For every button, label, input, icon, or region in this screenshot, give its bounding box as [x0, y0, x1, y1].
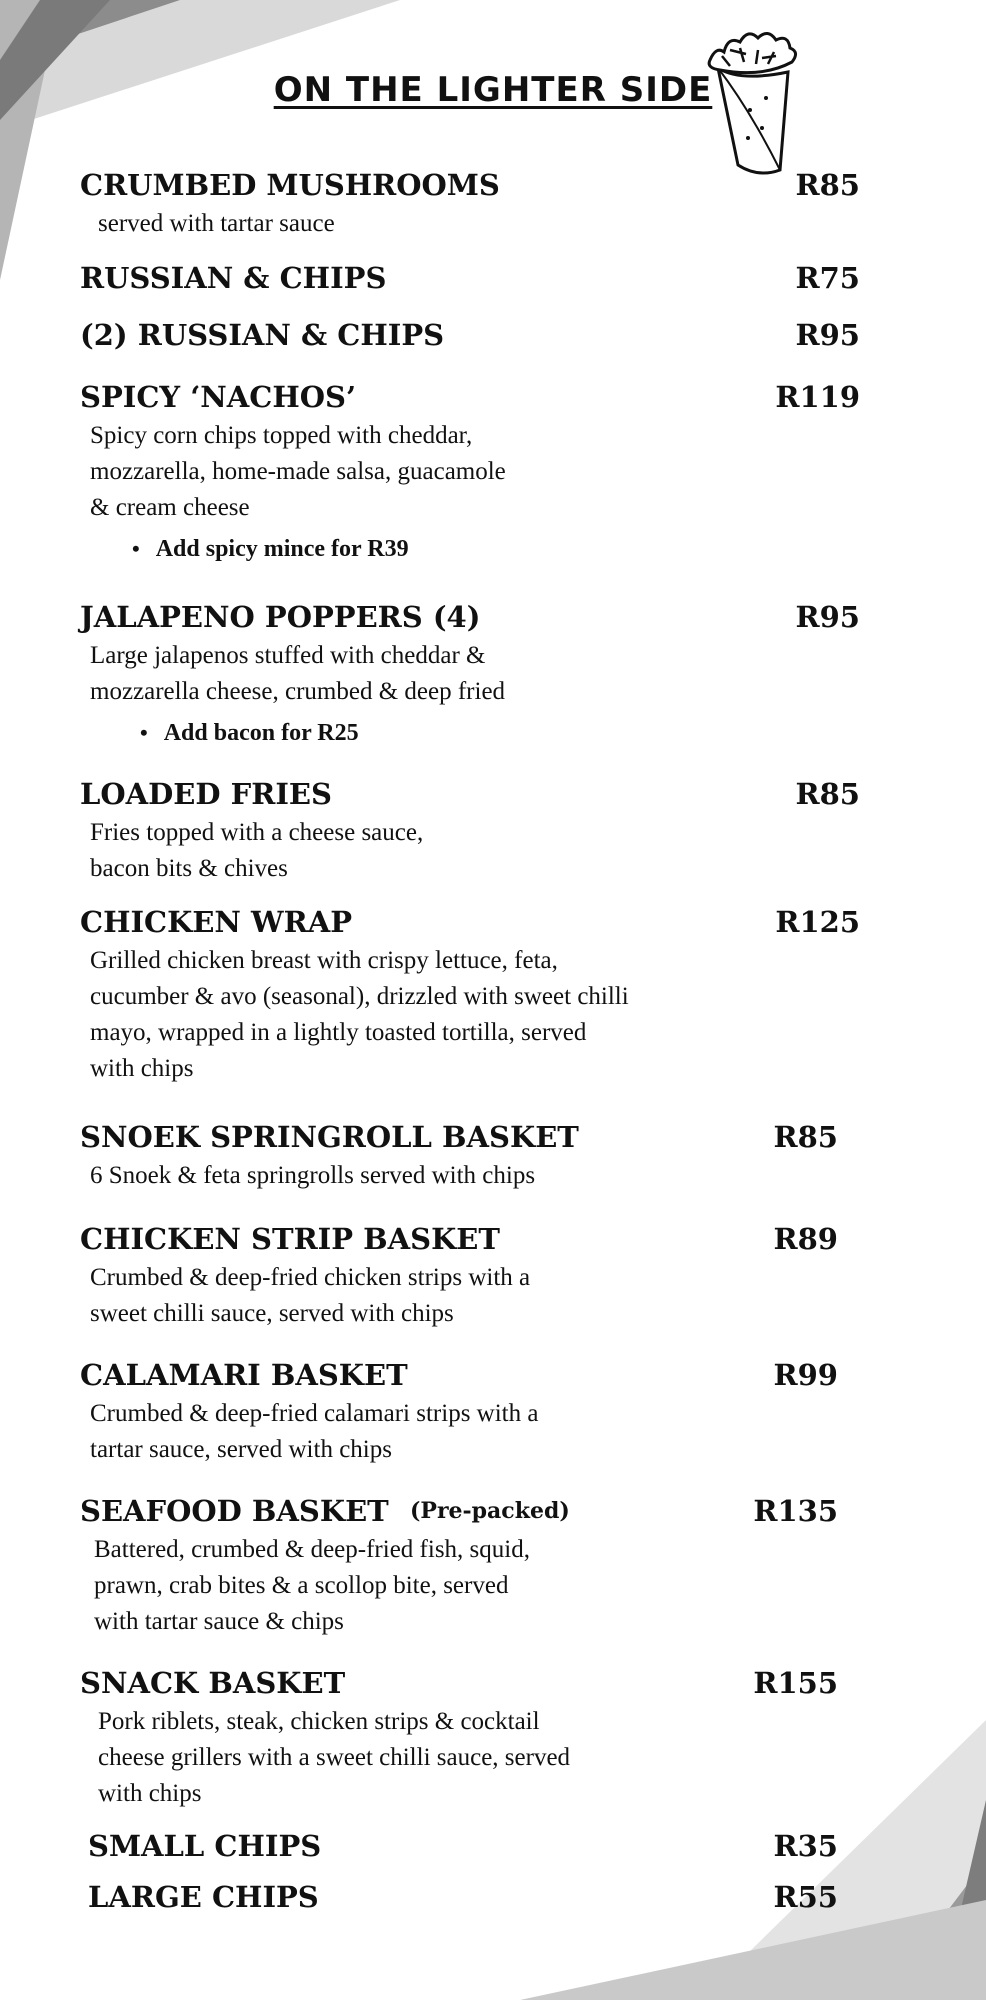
item-price: R95 [795, 318, 860, 352]
item-description: served with tartar sauce [98, 210, 335, 237]
menu-item-seafood-basket [80, 1494, 860, 1640]
item-name: SNACK BASKET [80, 1666, 346, 1700]
menu-item-spicy-nachos [80, 380, 860, 563]
item-description: Crumbed & deep-fried chicken strips with a sweet chilli sauce, served with chips [90, 1264, 531, 1327]
item-description: 6 Snoek & feta springrolls served with chips [90, 1162, 536, 1189]
item-price: R99 [773, 1358, 838, 1392]
menu-item-calamari-basket [80, 1358, 860, 1468]
item-description: Grilled chicken breast with crispy lettuce, feta, cucumber & avo (seasonal), drizzled with sweet chilli mayo, wrapped in a lightly toasted tortilla, served with chips [90, 947, 629, 1082]
menu-item-russian-chips [80, 261, 860, 299]
item-price: R125 [775, 905, 860, 939]
menu-item-chicken-strip-basket [80, 1222, 860, 1332]
item-name: CRUMBED MUSHROOMS [80, 168, 500, 202]
item-name: JALAPENO POPPERS (4) [80, 600, 481, 634]
item-addon: • Add bacon for R25 [140, 720, 860, 747]
menu-item-jalapeno-poppers [80, 600, 860, 747]
page-title: ON THE LIGHTER SIDE [273, 70, 713, 110]
menu-item-loaded-fries [80, 777, 860, 887]
item-description: Large jalapenos stuffed with cheddar & mozzarella cheese, crumbed & deep fried [90, 642, 506, 705]
item-price: R119 [775, 380, 860, 414]
menu-item-large-chips [80, 1880, 860, 1918]
item-note: (Pre-packed) [410, 1498, 570, 1524]
item-description: Pork riblets, steak, chicken strips & cocktail cheese grillers with a sweet chilli sauce, served with chips [98, 1708, 571, 1807]
menu-item-crumbed-mushrooms [80, 168, 860, 242]
item-price: R55 [773, 1880, 838, 1914]
item-price: R35 [773, 1829, 838, 1863]
item-price: R135 [753, 1494, 838, 1528]
menu-item-chicken-wrap [80, 905, 860, 1087]
item-price: R95 [795, 600, 860, 634]
item-name: LARGE CHIPS [88, 1880, 319, 1914]
menu-item-snoek-springroll-basket [80, 1120, 860, 1194]
menu-item-small-chips [80, 1829, 860, 1867]
item-price: R89 [773, 1222, 838, 1256]
item-name: CALAMARI BASKET [80, 1358, 408, 1392]
item-addon: • Add spicy mince for R39 [132, 536, 860, 563]
item-price: R75 [795, 261, 860, 295]
item-name: LOADED FRIES [80, 777, 332, 811]
menu-item-2-russian-chips [80, 318, 860, 356]
item-name: SMALL CHIPS [88, 1829, 322, 1863]
item-price: R85 [773, 1120, 838, 1154]
item-price: R85 [795, 168, 860, 202]
item-description: Spicy corn chips topped with cheddar, mozzarella, home-made salsa, guacamole & cream cheese [90, 422, 506, 521]
item-name: CHICKEN STRIP BASKET [80, 1222, 500, 1256]
item-name: RUSSIAN & CHIPS [80, 261, 387, 295]
item-description: Fries topped with a cheese sauce, bacon bits & chives [90, 819, 424, 882]
item-name: SEAFOOD BASKET [80, 1494, 389, 1528]
item-name: CHICKEN WRAP [80, 905, 353, 939]
wrap-icon [700, 20, 810, 175]
menu-item-snack-basket [80, 1666, 860, 1812]
item-name: (2) RUSSIAN & CHIPS [80, 318, 445, 352]
item-name: SPICY ‘NACHOS’ [80, 380, 357, 414]
item-price: R85 [795, 777, 860, 811]
item-price: R155 [753, 1666, 838, 1700]
item-description: Battered, crumbed & deep-fried fish, squid, prawn, crab bites & a scollop bite, served with tartar sauce & chips [94, 1536, 530, 1635]
item-description: Crumbed & deep-fried calamari strips with a tartar sauce, served with chips [90, 1400, 539, 1463]
item-name: SNOEK SPRINGROLL BASKET [80, 1120, 579, 1154]
